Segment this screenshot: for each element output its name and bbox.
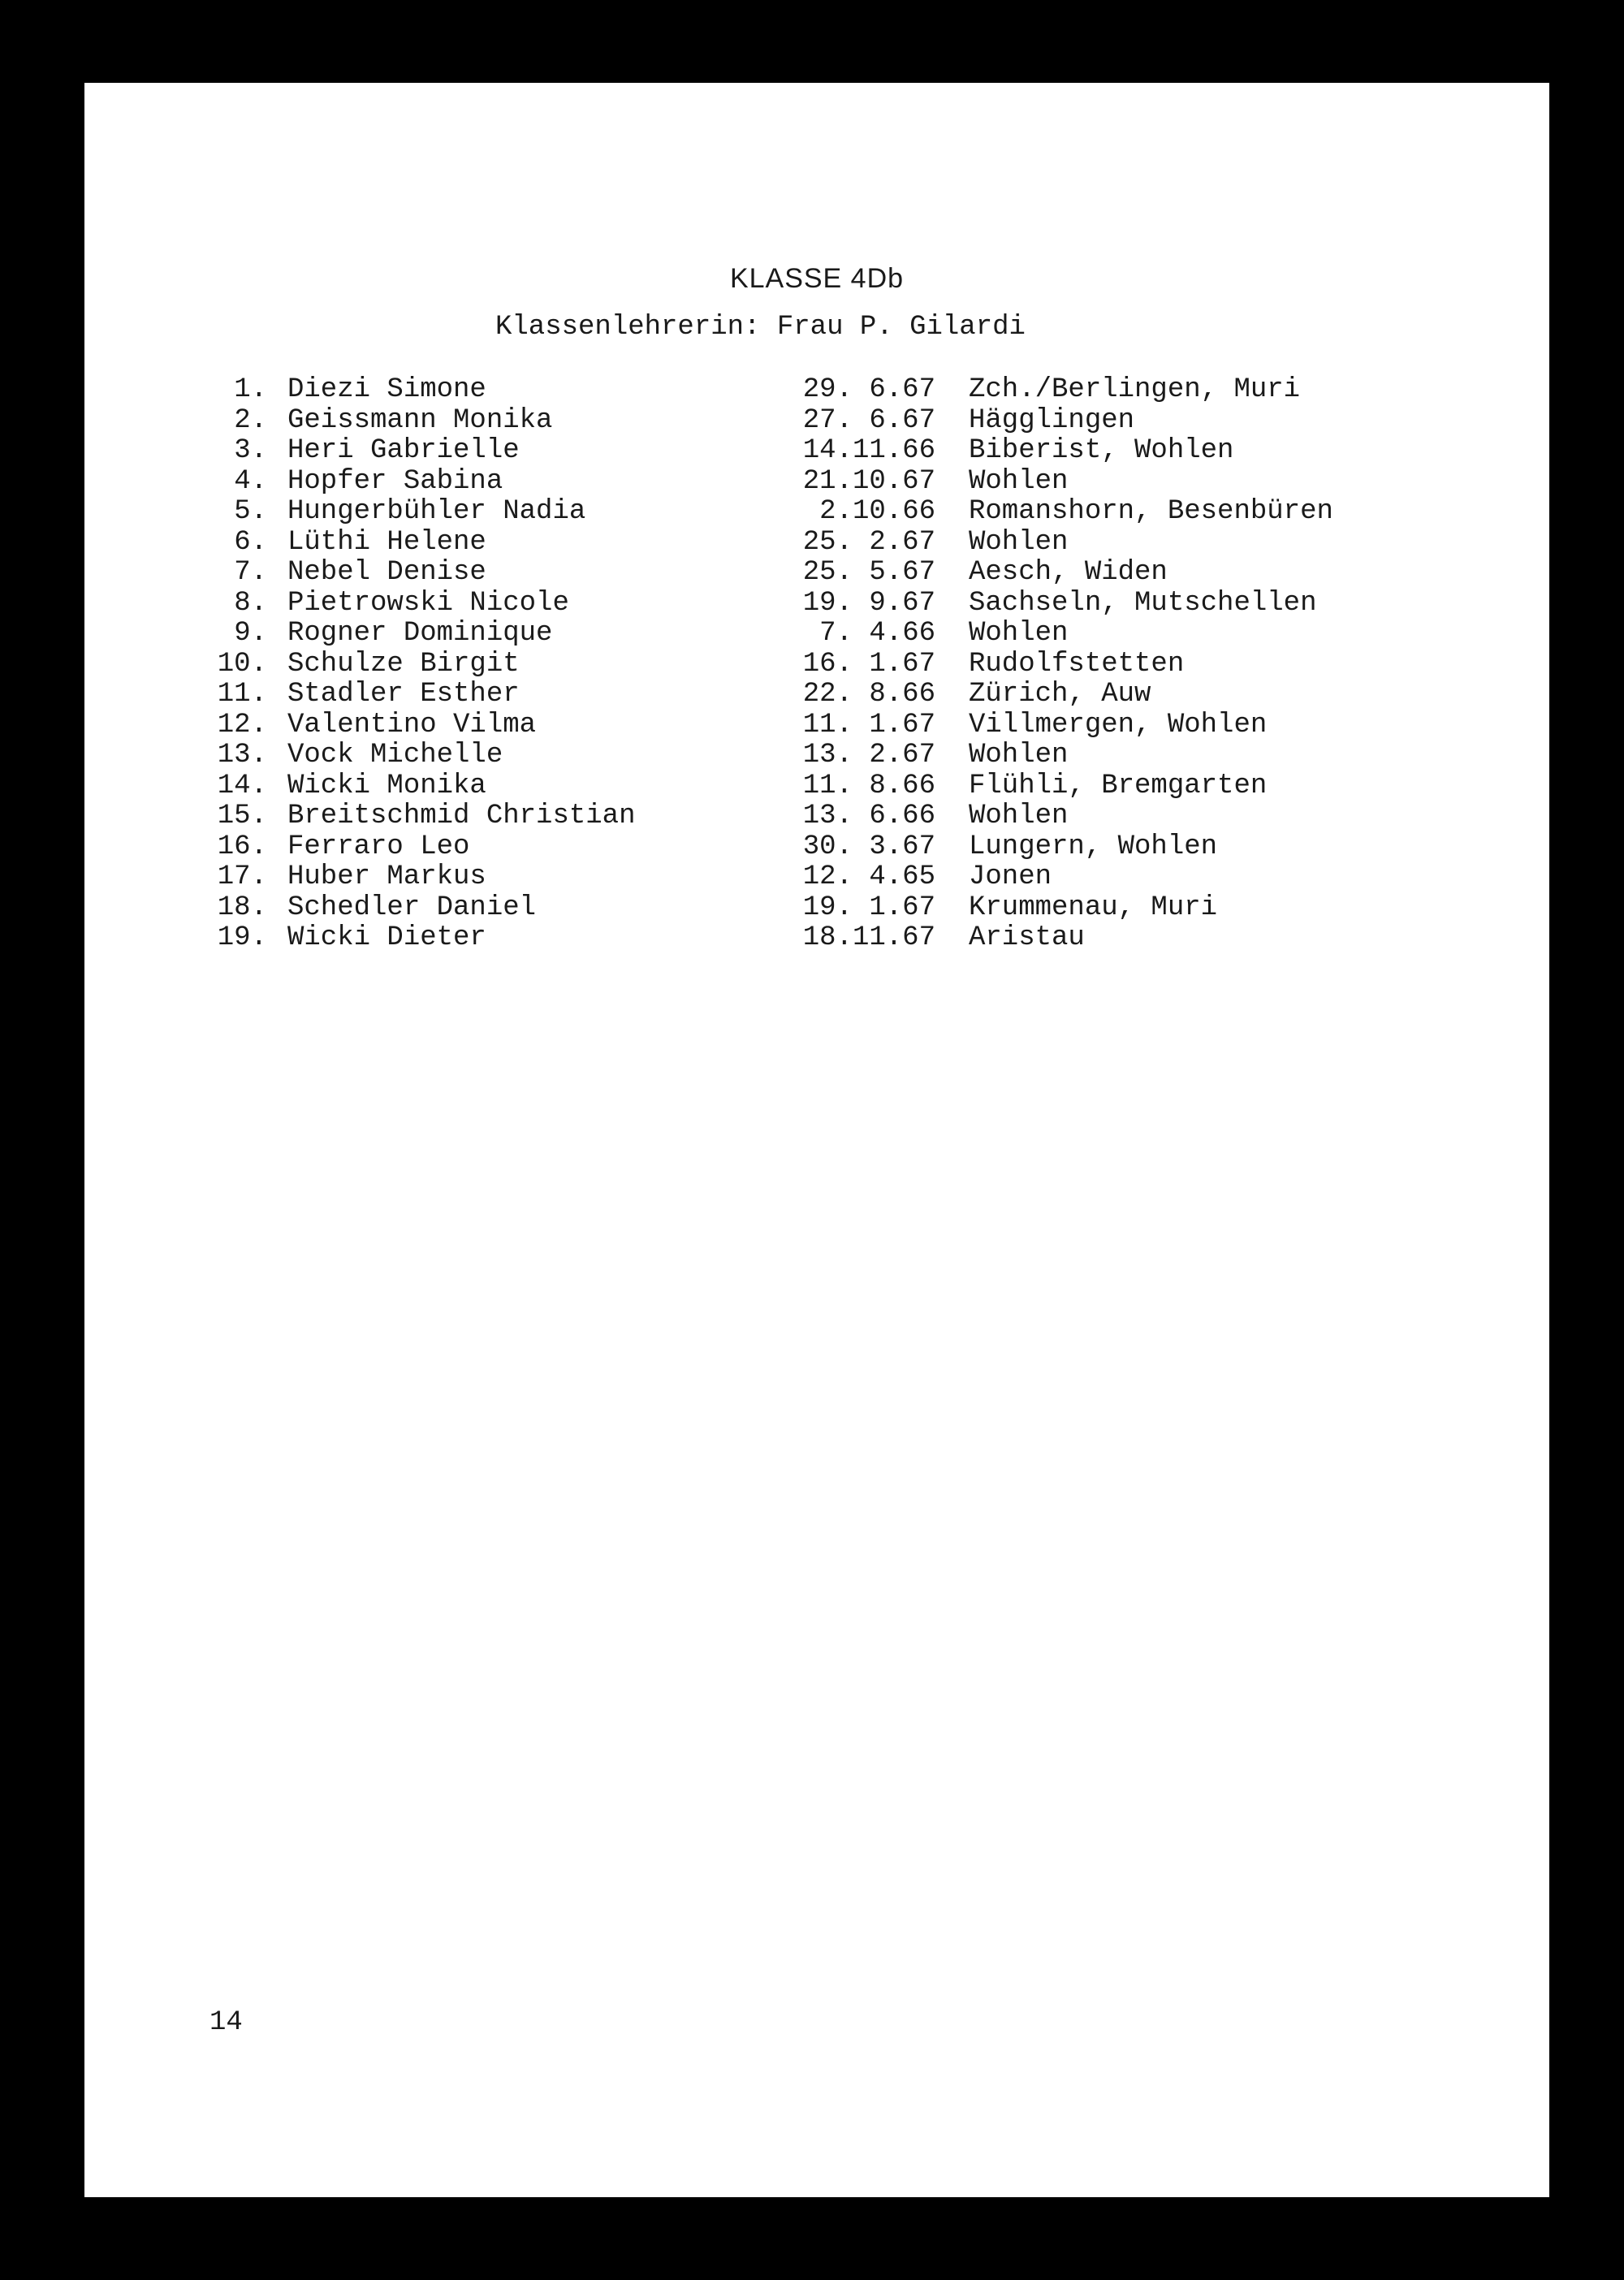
row-number: 8.: [234, 587, 267, 619]
row-number: 18.: [217, 892, 267, 923]
row-number: 1.: [234, 374, 267, 405]
row-number: 6.: [234, 526, 267, 558]
row-number: 5.: [234, 496, 267, 527]
birth-date: 30. 3.67: [802, 831, 935, 862]
roster-row: [84, 710, 1549, 741]
row-number: 17.: [217, 861, 267, 892]
roster-row: [84, 436, 1549, 467]
hometown: Wohlen: [969, 740, 1069, 771]
row-number: 16.: [217, 831, 267, 862]
birth-date: 7. 4.66: [819, 618, 935, 649]
student-name: Huber Markus: [287, 861, 486, 892]
hometown: Biberist, Wohlen: [969, 435, 1234, 466]
hometown: Krummenau, Muri: [969, 892, 1218, 923]
hometown: Wohlen: [969, 526, 1069, 558]
row-number: 2.: [234, 404, 267, 436]
birth-date: 12. 4.65: [802, 861, 935, 892]
hometown: Zch./Berlingen, Muri: [969, 374, 1301, 405]
document-page: [84, 83, 1549, 2197]
birth-date: 25. 2.67: [802, 526, 935, 558]
row-number: 11.: [217, 679, 267, 710]
student-name: Pietrowski Nicole: [287, 587, 569, 619]
roster-row: [84, 589, 1549, 620]
hometown: Rudolfstetten: [969, 648, 1185, 680]
student-name: Wicki Monika: [287, 770, 486, 801]
birth-date: 13. 2.67: [802, 740, 935, 771]
birth-date: 2.10.66: [819, 496, 935, 527]
hometown: Aristau: [969, 922, 1085, 953]
roster-row: [84, 558, 1549, 589]
roster-row: [84, 771, 1549, 802]
roster-row: [84, 650, 1549, 680]
student-name: Ferraro Leo: [287, 831, 470, 862]
student-name: Valentino Vilma: [287, 709, 537, 741]
row-number: 10.: [217, 648, 267, 680]
roster-row: [84, 862, 1549, 893]
row-number: 13.: [217, 740, 267, 771]
hometown: Wohlen: [969, 801, 1069, 831]
student-name: Diezi Simone: [287, 374, 486, 405]
row-number: 4.: [234, 465, 267, 497]
hometown: Villmergen, Wohlen: [969, 709, 1268, 741]
row-number: 3.: [234, 435, 267, 466]
hometown: Flühli, Bremgarten: [969, 770, 1268, 801]
roster-row: [84, 893, 1549, 924]
birth-date: 11. 8.66: [802, 770, 935, 801]
roster-row: [84, 497, 1549, 528]
birth-date: 19. 1.67: [802, 892, 935, 923]
student-name: Schulze Birgit: [287, 648, 520, 680]
student-name: Vock Michelle: [287, 740, 503, 771]
student-roster: [84, 375, 1549, 954]
roster-row: [84, 923, 1549, 954]
row-number: 19.: [217, 922, 267, 953]
roster-row: [84, 406, 1549, 437]
row-number: 14.: [217, 770, 267, 801]
roster-row: [84, 801, 1549, 832]
birth-date: 11. 1.67: [802, 709, 935, 741]
class-teacher: Klassenlehrerin: Frau P. Gilardi: [495, 312, 1026, 343]
birth-date: 27. 6.67: [802, 404, 935, 436]
hometown: Jonen: [969, 861, 1052, 892]
hometown: Zürich, Auw: [969, 679, 1151, 710]
hometown: Sachseln, Mutschellen: [969, 587, 1317, 619]
birth-date: 29. 6.67: [802, 374, 935, 405]
student-name: Hungerbühler Nadia: [287, 496, 586, 527]
hometown: Romanshorn, Besenbüren: [969, 496, 1333, 527]
roster-row: [84, 741, 1549, 771]
birth-date: 19. 9.67: [802, 587, 935, 619]
student-name: Breitschmid Christian: [287, 801, 636, 831]
row-number: 7.: [234, 557, 267, 588]
row-number: 9.: [234, 618, 267, 649]
birth-date: 14.11.66: [802, 435, 935, 466]
roster-row: [84, 467, 1549, 498]
hometown: Wohlen: [969, 618, 1069, 649]
roster-row: [84, 832, 1549, 863]
student-name: Wicki Dieter: [287, 922, 486, 953]
birth-date: 16. 1.67: [802, 648, 935, 680]
student-name: Lüthi Helene: [287, 526, 486, 558]
roster-row: [84, 619, 1549, 650]
row-number: 15.: [217, 801, 267, 831]
hometown: Wohlen: [969, 465, 1069, 497]
student-name: Heri Gabrielle: [287, 435, 520, 466]
roster-row: [84, 375, 1549, 406]
birth-date: 21.10.67: [802, 465, 935, 497]
student-name: Rogner Dominique: [287, 618, 553, 649]
roster-row: [84, 528, 1549, 559]
student-name: Geissmann Monika: [287, 404, 553, 436]
birth-date: 25. 5.67: [802, 557, 935, 588]
class-title: KLASSE 4Db: [729, 263, 905, 294]
hometown: Hägglingen: [969, 404, 1135, 436]
roster-row: [84, 680, 1549, 710]
birth-date: 18.11.67: [802, 922, 935, 953]
birth-date: 13. 6.66: [802, 801, 935, 831]
page-number: 14: [209, 2007, 243, 2038]
birth-date: 22. 8.66: [802, 679, 935, 710]
student-name: Hopfer Sabina: [287, 465, 503, 497]
student-name: Nebel Denise: [287, 557, 486, 588]
hometown: Aesch, Widen: [969, 557, 1168, 588]
student-name: Stadler Esther: [287, 679, 520, 710]
student-name: Schedler Daniel: [287, 892, 537, 923]
hometown: Lungern, Wohlen: [969, 831, 1218, 862]
row-number: 12.: [217, 709, 267, 741]
